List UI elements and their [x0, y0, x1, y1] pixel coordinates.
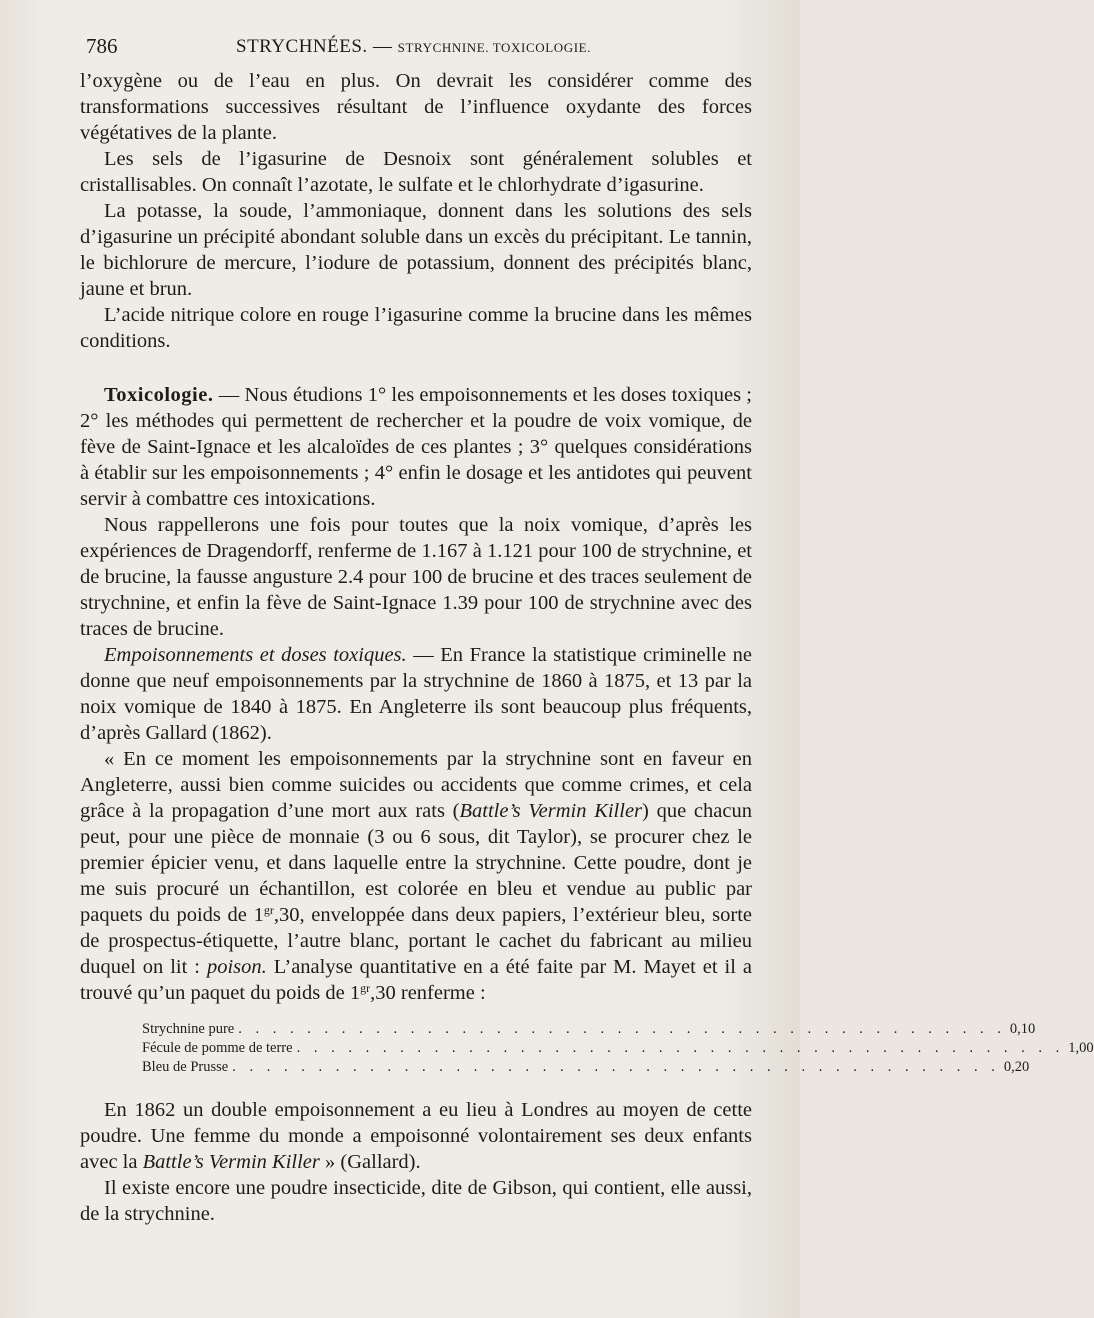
- paragraph-dragendorff: Nous rappellerons une fois pour toutes que la noix vomique, d’après les expériences de Dragendorff, renferme de 1.167 à 1.121 pour 100 de strychnine, et de brucine, la fausse angusture 2.4 pour 100 de brucine et des traces seulement de strychnine, et enfin la fève de Saint-Ignace 1.39 pour 100 de strychnine avec des traces de brucine.: [80, 514, 752, 640]
- ingredient-label: Strychnine pure: [142, 1021, 235, 1037]
- ingredient-value: 1,00: [1068, 1040, 1094, 1056]
- toxicologie-text: — Nous étudions 1° les empoisonnements et les doses toxiques ; 2° les méthodes qui permettent de rechercher et la poudre de voix vomique, de fève de Saint-Ignace et les alcaloïdes de ces plantes ; 3° quelques considérations à établir sur les empoisonnements ; 4° enfin le dosage et les antidotes qui peuvent servir à combattre ces intoxications.: [80, 384, 752, 510]
- paragraph-toxicologie: [80, 382, 752, 512]
- composition-row: [142, 1039, 1094, 1058]
- unit-superscript: gr: [360, 981, 371, 995]
- composition-row: [142, 1058, 1030, 1077]
- leader-dots: . . . . . . . . . . . . . . . . . . . . . . . . . . . . . . . . . . . . . . . . . . . . .: [296, 1040, 1065, 1056]
- subsection-heading-empoisonnements: Empoisonnements et doses toxiques.: [104, 644, 407, 666]
- composition-table: [142, 1020, 1094, 1077]
- section-heading-toxicologie: Toxicologie.: [104, 384, 214, 406]
- ingredient-label: Fécule de pomme de terre: [142, 1040, 293, 1056]
- paragraph-london: [80, 1097, 752, 1175]
- leader-dots: . . . . . . . . . . . . . . . . . . . . . . . . . . . . . . . . . . . . . . . . . . . . .: [238, 1021, 1006, 1037]
- body-text: [80, 68, 1094, 1227]
- running-title-sub: STRYCHNINE. TOXICOLOGIE.: [397, 40, 592, 55]
- paragraph-4: L’acide nitrique colore en rouge l’igasurine comme la brucine dans les mêmes conditions.: [80, 304, 752, 352]
- ingredient-value: 0,20: [1003, 1059, 1030, 1075]
- london-part: En 1862 un double empoisonnement a eu lieu à Londres au moyen de cette poudre. Une femme du monde a empoisonné volontairement ses deux enfants avec la: [80, 1099, 752, 1173]
- running-title: [236, 36, 591, 58]
- page-header: [86, 34, 742, 64]
- product-name: Battle’s Vermin Killer: [459, 800, 643, 822]
- ingredient-label: Bleu de Prusse: [142, 1059, 229, 1075]
- quote-part: ,30 renferme :: [370, 982, 486, 1004]
- paragraph-3: La potasse, la soude, l’ammoniaque, donnent dans les solutions des sels d’igasurine un précipité abondant soluble dans un excès du précipitant. Le tannin, le bichlorure de mercure, l’iodure de potassium, donnent des précipités blanc, jaune et brun.: [80, 200, 752, 300]
- leader-dots: . . . . . . . . . . . . . . . . . . . . . . . . . . . . . . . . . . . . . . . . . . . . .: [232, 1059, 1000, 1075]
- page-number: 786: [86, 34, 118, 58]
- paragraph-1: l’oxygène ou de l’eau en plus. On devrait les considérer comme des transformations successives résultant de l’influence oxydante des forces végétatives de la plante.: [80, 70, 752, 144]
- product-name: Battle’s Vermin Killer: [142, 1151, 320, 1173]
- quote-part: ) que chacun peut, pour une pièce de monnaie (3 ou 6 sous, dit Taylor), se procurer chez le premier épicier venu, et dans laquelle entre la strychnine. Cette poudre, dont je me suis procuré un échantillon, est colorée en bleu et vendue au public par paquets du poids de 1: [80, 800, 752, 926]
- paragraph-2: Les sels de l’igasurine de Desnoix sont généralement solubles et cristallisables. On connaît l’azotate, le sulfate et le chlorhydrate d’igasurine.: [80, 148, 752, 196]
- ingredient-value: 0,10: [1009, 1021, 1036, 1037]
- empoisonnements-text: — En France la statistique criminelle ne donne que neuf empoisonnements par la strychnine de 1860 à 1875, et 13 par la noix vomique de 1840 à 1875. En Angleterre ils sont beaucoup plus fréquents, d’après Gallard (1862).: [80, 644, 752, 744]
- unit-superscript: gr: [263, 903, 274, 917]
- composition-row: [142, 1020, 1036, 1039]
- paragraph-gibson: Il existe encore une poudre insecticide, dite de Gibson, qui contient, elle aussi, de la strychnine.: [80, 1177, 752, 1225]
- poison-word: poison.: [206, 956, 267, 978]
- running-title-main: STRYCHNÉES. —: [236, 36, 398, 57]
- paragraph-quote: [80, 746, 752, 1006]
- london-part: » (Gallard).: [319, 1151, 421, 1173]
- quote-part: L’analyse quantitative en a été faite par M. Mayet et il a trouvé qu’un paquet du poids de 1: [80, 956, 753, 1004]
- paragraph-empoisonnements: [80, 642, 752, 746]
- quote-part: « En ce moment les empoisonnements par la strychnine sont en faveur en Angleterre, aussi bien comme suicides ou accidents que comme crimes, et cela grâce à la propagation d’une mort aux rats (: [80, 748, 752, 822]
- quote-part: ,30, enveloppée dans deux papiers, l’extérieur bleu, sorte de prospectus-étiquette, l’autre blanc, portant le cachet du fabricant au milieu duquel on lit :: [80, 904, 752, 978]
